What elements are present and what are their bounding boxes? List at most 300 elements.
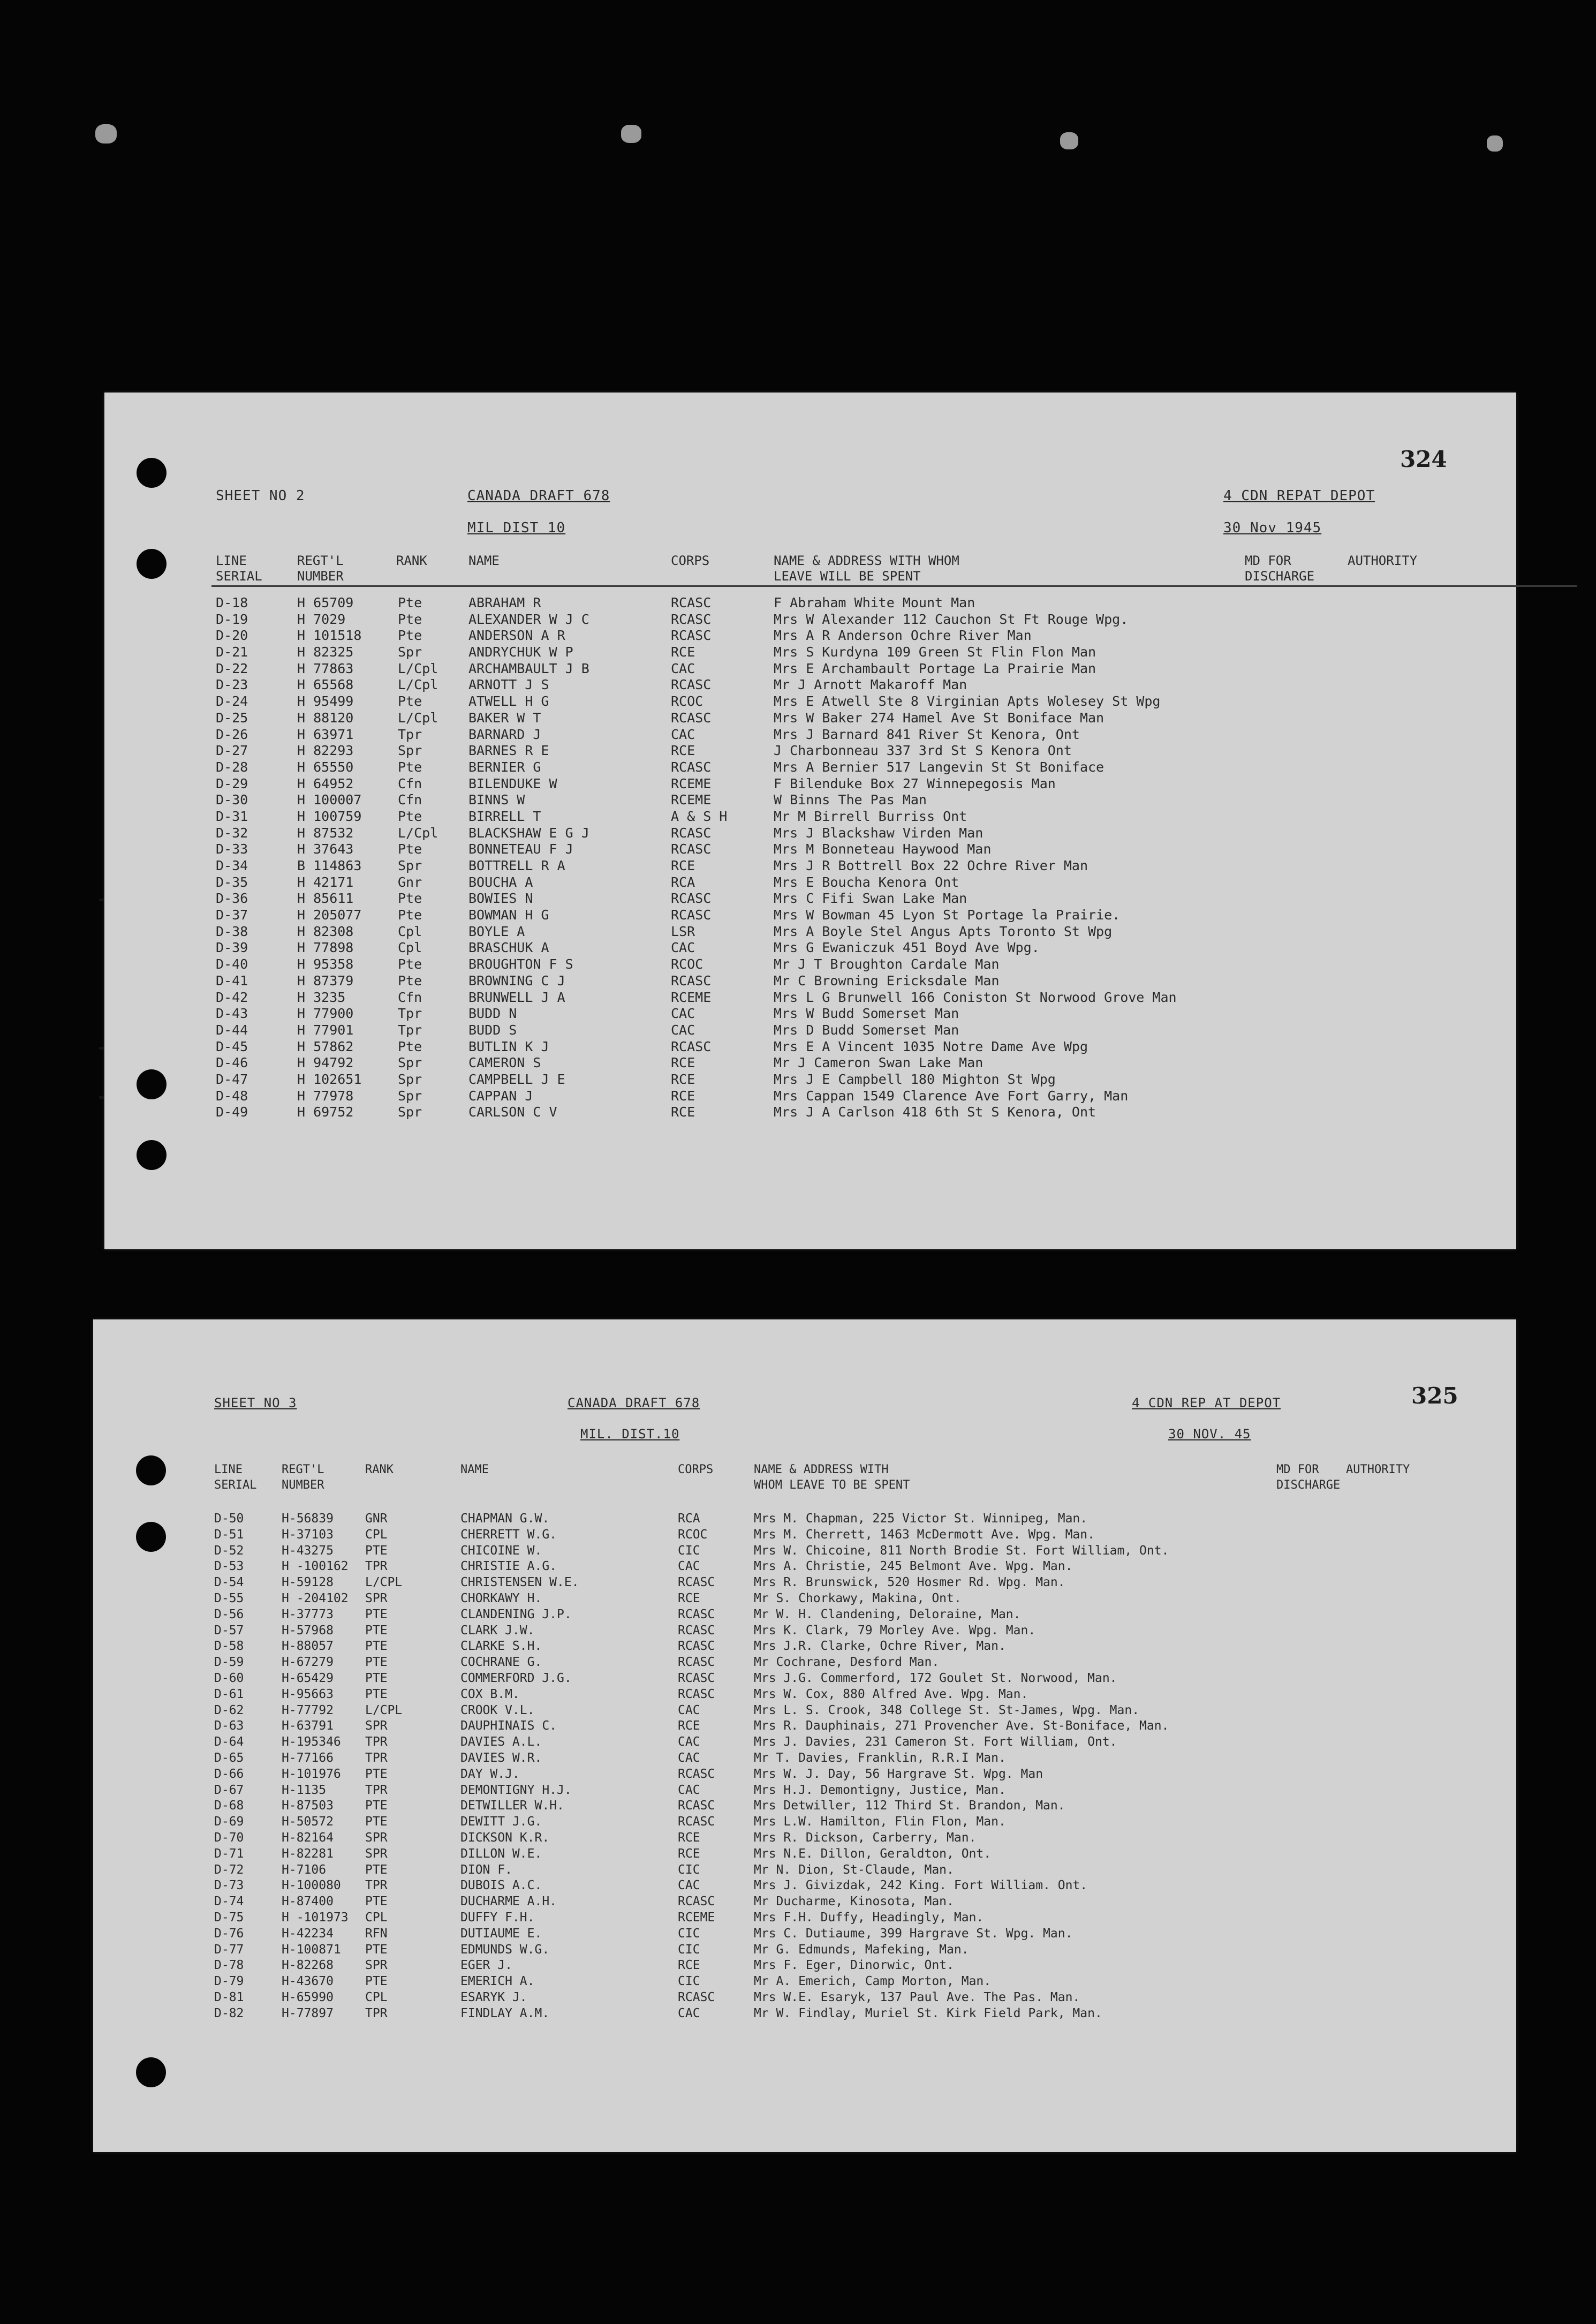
cell-rank: CPL (365, 1990, 388, 2004)
cell-name: DUFFY F.H. (460, 1910, 535, 1925)
cell-number: H-77792 (282, 1703, 334, 1717)
cell-number: H 77863 (297, 660, 354, 676)
cell-corps: RCOC (678, 1527, 708, 1542)
punch-hole (136, 1522, 166, 1552)
header-rule (211, 585, 1577, 587)
cell-number: H-100080 (282, 1878, 341, 1893)
col-address: NAME & ADDRESS WITH WHOM LEAVE WILL BE SPENT (774, 553, 959, 584)
cell-name: CHORKAWY H. (460, 1591, 542, 1605)
cell-number: H 87379 (297, 972, 354, 989)
cell-serial: D-41 (216, 972, 248, 989)
cell-serial: D-82 (214, 2006, 244, 2020)
cell-number: H 77898 (297, 940, 354, 956)
cell-serial: D-22 (216, 660, 248, 676)
cell-rank: Cfn (398, 792, 422, 808)
cell-number: H-82268 (282, 1958, 334, 1973)
cell-rank: L/Cpl (398, 677, 438, 693)
cell-serial: D-55 (214, 1591, 244, 1605)
cell-address: Mrs R. Dauphinais, 271 Provencher Ave. St-Boniface, Man. (754, 1719, 1169, 1733)
cell-name: DICKSON K.R. (460, 1830, 550, 1845)
cell-corps: CAC (671, 940, 695, 956)
cell-serial: D-20 (216, 628, 248, 644)
cell-number: H 65568 (297, 677, 354, 693)
cell-serial: D-40 (216, 956, 248, 972)
cell-rank: Pte (398, 595, 422, 610)
sheet-date: 30 NOV. 45 (1168, 1427, 1251, 1442)
cell-address: Mrs W. J. Day, 56 Hargrave St. Wpg. Man (754, 1767, 1043, 1781)
cell-serial: D-24 (216, 693, 248, 710)
page-number: 325 (1411, 1383, 1458, 1409)
cell-rank: Tpr (398, 1022, 422, 1038)
col-md-discharge: MD FOR DISCHARGE (1276, 1463, 1341, 1492)
cell-serial: D-59 (214, 1655, 244, 1670)
cell-corps: CIC (678, 1862, 700, 1877)
cell-name: ANDERSON A R (468, 628, 565, 644)
cell-serial: D-21 (216, 644, 248, 660)
cell-number: H -100162 (282, 1559, 349, 1574)
cell-corps: CAC (678, 2006, 700, 2020)
cell-name: CAMERON S (468, 1055, 541, 1071)
sheet-number: SHEET NO 2 (216, 488, 305, 504)
cell-rank: Pte (398, 808, 422, 824)
cell-rank: Pte (398, 611, 422, 627)
cell-name: BILENDUKE W (468, 775, 557, 791)
cell-rank: PTE (365, 1799, 388, 1813)
cell-address: F Abraham White Mount Man (774, 595, 975, 610)
cell-address: Mr J Arnott Makaroff Man (774, 677, 967, 693)
col-line-serial: LINE SERIAL (216, 553, 262, 584)
cell-corps: RCEME (671, 775, 712, 791)
cell-address: Mrs M. Cherrett, 1463 McDermott Ave. Wpg. Man. (754, 1527, 1095, 1542)
cell-rank: Spr (398, 644, 422, 660)
cell-rank: Spr (398, 858, 422, 873)
cell-corps: RCASC (671, 710, 712, 726)
cell-corps: RCA (678, 1512, 700, 1526)
cell-name: BAKER W T (468, 710, 541, 726)
cell-rank: Spr (398, 1071, 422, 1087)
cell-corps: RCA (671, 874, 695, 890)
cell-serial: D-31 (216, 808, 248, 824)
cell-name: ARCHAMBAULT J B (468, 660, 589, 676)
cell-number: H 69752 (297, 1104, 354, 1120)
cell-rank: L/CPL (365, 1703, 403, 1717)
cell-corps: LSR (671, 923, 695, 939)
cell-address: Mrs L.W. Hamilton, Flin Flon, Man. (754, 1815, 1006, 1829)
cell-address: Mrs A. Christie, 245 Belmont Ave. Wpg. Man. (754, 1559, 1073, 1574)
cell-rank: Cpl (398, 940, 422, 956)
cell-number: H 100007 (297, 792, 362, 808)
cell-corps: RCOC (671, 956, 704, 972)
cell-name: CHRISTIE A.G. (460, 1559, 557, 1574)
cell-address: Mrs C Fifi Swan Lake Man (774, 891, 967, 907)
col-corps: CORPS (678, 1463, 714, 1476)
cell-name: BOYLE A (468, 923, 525, 939)
col-address: NAME & ADDRESS WITH WHOM LEAVE TO BE SPENT (754, 1463, 910, 1492)
cell-serial: D-65 (214, 1750, 244, 1765)
cell-serial: D-37 (216, 907, 248, 923)
cell-rank: PTE (365, 1687, 388, 1701)
cell-number: H-67279 (282, 1655, 334, 1670)
cell-address: Mrs N.E. Dillon, Geraldton, Ont. (754, 1846, 992, 1861)
cell-corps: CAC (678, 1750, 700, 1765)
cell-rank: Tpr (398, 726, 422, 742)
cell-address: Mrs R. Brunswick, 520 Hosmer Rd. Wpg. Man. (754, 1575, 1065, 1590)
cell-serial: D-62 (214, 1703, 244, 1717)
cell-corps: A & S H (671, 808, 728, 824)
cell-corps: RCASC (678, 1671, 715, 1685)
cell-number: H -101973 (282, 1910, 349, 1925)
cell-serial: D-66 (214, 1767, 244, 1781)
cell-serial: D-75 (214, 1910, 244, 1925)
cell-number: H-37773 (282, 1607, 334, 1621)
cell-rank: Cfn (398, 775, 422, 791)
cell-rank: PTE (365, 1639, 388, 1654)
film-speck (1060, 132, 1078, 149)
punch-hole (137, 549, 167, 579)
cell-number: H 82308 (297, 923, 354, 939)
cell-name: EMERICH A. (460, 1974, 535, 1989)
cell-serial: D-78 (214, 1958, 244, 1973)
cell-rank: Tpr (398, 1006, 422, 1022)
cell-name: ESARYK J. (460, 1990, 527, 2004)
cell-name: EGER J. (460, 1958, 512, 1973)
cell-corps: RCASC (671, 759, 712, 775)
cell-name: COX B.M. (460, 1687, 520, 1701)
cell-number: H 102651 (297, 1071, 362, 1087)
cell-rank: PTE (365, 1942, 388, 1957)
cell-corps: RCASC (671, 891, 712, 907)
punch-hole (137, 1140, 167, 1170)
cell-corps: CAC (678, 1559, 700, 1574)
cell-number: H 65709 (297, 595, 354, 610)
depot-name: 4 CDN REP AT DEPOT (1132, 1395, 1281, 1410)
cell-address: Mr Cochrane, Desford Man. (754, 1655, 940, 1670)
cell-name: BOWIES N (468, 891, 533, 907)
cell-name: CHRISTENSEN W.E. (460, 1575, 579, 1590)
cell-serial: D-27 (216, 743, 248, 759)
cell-number: H-43670 (282, 1974, 334, 1989)
cell-number: H-65990 (282, 1990, 334, 2004)
cell-number: H 95358 (297, 956, 354, 972)
cell-number: H-56839 (282, 1512, 334, 1526)
cell-address: Mrs K. Clark, 79 Morley Ave. Wpg. Man. (754, 1623, 1036, 1638)
cell-rank: Pte (398, 841, 422, 857)
cell-name: BRUNWELL J A (468, 989, 565, 1005)
cell-number: H-82281 (282, 1846, 334, 1861)
cell-name: CROOK V.L. (460, 1703, 535, 1717)
cell-serial: D-69 (214, 1815, 244, 1829)
cell-address: Mrs A Boyle Stel Angus Apts Toronto St Wpg (774, 923, 1113, 939)
cell-name: CAMPBELL J E (468, 1071, 565, 1087)
cell-name: CHERRETT W.G. (460, 1527, 557, 1542)
cell-address: Mr A. Emerich, Camp Morton, Man. (754, 1974, 992, 1989)
cell-serial: D-48 (216, 1088, 248, 1104)
cell-address: Mrs W Budd Somerset Man (774, 1006, 959, 1022)
cell-address: Mrs F. Eger, Dinorwic, Ont. (754, 1958, 954, 1973)
col-line-serial: LINE SERIAL (214, 1463, 257, 1492)
cell-serial: D-45 (216, 1038, 248, 1054)
cell-rank: GNR (365, 1512, 388, 1526)
cell-rank: PTE (365, 1543, 388, 1558)
cell-serial: D-33 (216, 841, 248, 857)
cell-corps: RCASC (678, 1990, 715, 2004)
cell-name: DUBOIS A.C. (460, 1878, 542, 1893)
cell-corps: RCASC (671, 825, 712, 841)
cell-address: Mrs L G Brunwell 166 Coniston St Norwood Grove Man (774, 989, 1177, 1005)
draft-title: CANADA DRAFT 678 (467, 488, 610, 504)
cell-name: BLACKSHAW E G J (468, 825, 589, 841)
sheet-number: SHEET NO 3 (214, 1395, 297, 1410)
cell-name: DAVIES W.R. (460, 1750, 542, 1765)
cell-name: CHICOINE W. (460, 1543, 542, 1558)
cell-serial: D-30 (216, 792, 248, 808)
film-speck (95, 124, 117, 144)
cell-address: Mr W. Findlay, Muriel St. Kirk Field Park, Man. (754, 2006, 1102, 2020)
cell-number: H-7106 (282, 1862, 327, 1877)
cell-address: Mr W. H. Clandening, Deloraine, Man. (754, 1607, 1021, 1621)
cell-name: BROUGHTON F S (468, 956, 573, 972)
cell-name: BERNIER G (468, 759, 541, 775)
cell-name: DETWILLER W.H. (460, 1799, 564, 1813)
cell-address: Mrs J R Bottrell Box 22 Ochre River Man (774, 858, 1088, 873)
cell-serial: D-52 (214, 1543, 244, 1558)
cell-name: COCHRANE G. (460, 1655, 542, 1670)
col-name: NAME (468, 553, 500, 568)
cell-address: Mrs W Alexander 112 Cauchon St Ft Rouge Wpg. (774, 611, 1129, 627)
cell-corps: RCE (678, 1591, 700, 1605)
cell-corps: RCASC (678, 1607, 715, 1621)
cell-corps: CIC (678, 1942, 700, 1957)
cell-rank: SPR (365, 1958, 388, 1973)
cell-serial: D-39 (216, 940, 248, 956)
col-regtl-number: REGT'L NUMBER (297, 553, 344, 584)
cell-address: Mrs C. Dutiaume, 399 Hargrave St. Wpg. Man. (754, 1926, 1073, 1941)
cell-number: H-87503 (282, 1799, 334, 1813)
cell-rank: SPR (365, 1591, 388, 1605)
cell-number: H-50572 (282, 1815, 334, 1829)
cell-name: DAY W.J. (460, 1767, 520, 1781)
cell-serial: D-49 (216, 1104, 248, 1120)
cell-number: H-100871 (282, 1942, 341, 1957)
cell-corps: RCASC (671, 677, 712, 693)
cell-address: Mrs F.H. Duffy, Headingly, Man. (754, 1910, 984, 1925)
page-number: 324 (1400, 446, 1447, 472)
cell-serial: D-36 (216, 891, 248, 907)
cell-serial: D-56 (214, 1607, 244, 1621)
draft-title: CANADA DRAFT 678 (568, 1395, 700, 1410)
cell-rank: Pte (398, 693, 422, 710)
cell-address: Mr G. Edmunds, Mafeking, Man. (754, 1942, 969, 1957)
cell-rank: PTE (365, 1815, 388, 1829)
col-corps: CORPS (671, 553, 710, 568)
cell-name: BIRRELL T (468, 808, 541, 824)
cell-rank: SPR (365, 1719, 388, 1733)
cell-number: H 85611 (297, 891, 354, 907)
cell-address: Mrs R. Dickson, Carberry, Man. (754, 1830, 977, 1845)
cell-serial: D-44 (216, 1022, 248, 1038)
cell-corps: RCEME (671, 792, 712, 808)
cell-serial: D-23 (216, 677, 248, 693)
cell-address: Mr J Cameron Swan Lake Man (774, 1055, 984, 1071)
cell-name: DAUPHINAIS C. (460, 1719, 557, 1733)
cell-name: DUTIAUME E. (460, 1926, 542, 1941)
cell-name: DUCHARME A.H. (460, 1895, 557, 1909)
cell-serial: D-76 (214, 1926, 244, 1941)
cell-number: H 57862 (297, 1038, 354, 1054)
cell-corps: CAC (678, 1735, 700, 1749)
punch-hole (137, 458, 167, 488)
cell-corps: RCE (678, 1719, 700, 1733)
cell-corps: CAC (678, 1703, 700, 1717)
cell-rank: TPR (365, 1878, 388, 1893)
cell-address: Mrs Detwiller, 112 Third St. Brandon, Man. (754, 1799, 1065, 1813)
cell-name: CLANDENING J.P. (460, 1607, 572, 1621)
cell-rank: PTE (365, 1655, 388, 1670)
cell-serial: D-35 (216, 874, 248, 890)
cell-rank: L/Cpl (398, 660, 438, 676)
cell-serial: D-61 (214, 1687, 244, 1701)
cell-name: BUDD N (468, 1006, 517, 1022)
sheet-page-325 (93, 1319, 1516, 2152)
cell-number: H-195346 (282, 1735, 341, 1749)
cell-corps: RCASC (678, 1623, 715, 1638)
cell-serial: D-46 (216, 1055, 248, 1071)
cell-rank: Pte (398, 1038, 422, 1054)
cell-address: Mrs G Ewaniczuk 451 Boyd Ave Wpg. (774, 940, 1040, 956)
cell-number: H-63791 (282, 1719, 334, 1733)
cell-rank: TPR (365, 1783, 388, 1797)
cell-name: EDMUNDS W.G. (460, 1942, 550, 1957)
sheet-page-324 (104, 393, 1516, 1249)
cell-rank: TPR (365, 2006, 388, 2020)
cell-rank: TPR (365, 1750, 388, 1765)
cell-corps: RCE (671, 1088, 695, 1104)
cell-corps: RCASC (678, 1639, 715, 1654)
cell-address: Mrs E Archambault Portage La Prairie Man (774, 660, 1096, 676)
cell-corps: CIC (678, 1974, 700, 1989)
cell-corps: RCE (671, 1104, 695, 1120)
cell-serial: D-28 (216, 759, 248, 775)
cell-address: F Bilenduke Box 27 Winnepegosis Man (774, 775, 1056, 791)
cell-corps: RCASC (678, 1687, 715, 1701)
cell-name: ANDRYCHUK W P (468, 644, 573, 660)
cell-address: Mrs W. Chicoine, 811 North Brodie St. Fort William, Ont. (754, 1543, 1169, 1558)
cell-number: H-88057 (282, 1639, 334, 1654)
cell-name: DION F. (460, 1862, 512, 1877)
cell-address: Mrs J A Carlson 418 6th St S Kenora, Ont (774, 1104, 1096, 1120)
cell-address: Mrs E A Vincent 1035 Notre Dame Ave Wpg (774, 1038, 1088, 1054)
cell-number: H 88120 (297, 710, 354, 726)
cell-corps: RCASC (678, 1767, 715, 1781)
cell-number: H 205077 (297, 907, 362, 923)
cell-rank: L/Cpl (398, 825, 438, 841)
cell-address: Mrs A R Anderson Ochre River Man (774, 628, 1032, 644)
col-rank: RANK (365, 1463, 394, 1476)
cell-address: Mr C Browning Ericksdale Man (774, 972, 1000, 989)
cell-serial: D-67 (214, 1783, 244, 1797)
cell-serial: D-57 (214, 1623, 244, 1638)
sheet-date: 30 Nov 1945 (1223, 520, 1322, 536)
cell-corps: RCASC (671, 907, 712, 923)
punch-hole (136, 2057, 166, 2087)
cell-number: H 82293 (297, 743, 354, 759)
cell-number: H 82325 (297, 644, 354, 660)
cell-number: H-37103 (282, 1527, 334, 1542)
cell-rank: Cpl (398, 923, 422, 939)
cell-address: Mrs Cappan 1549 Clarence Ave Fort Garry, Man (774, 1088, 1129, 1104)
cell-serial: D-25 (216, 710, 248, 726)
cell-number: H 65550 (297, 759, 354, 775)
cell-name: BINNS W (468, 792, 525, 808)
cell-serial: D-79 (214, 1974, 244, 1989)
cell-address: Mr Ducharme, Kinosota, Man. (754, 1895, 954, 1909)
cell-rank: Spr (398, 1088, 422, 1104)
cell-serial: D-34 (216, 858, 248, 873)
cell-number: H-77166 (282, 1750, 334, 1765)
cell-serial: D-51 (214, 1527, 244, 1542)
cell-address: Mrs A Bernier 517 Langevin St St Boniface (774, 759, 1105, 775)
cell-number: H 94792 (297, 1055, 354, 1071)
cell-name: BARNARD J (468, 726, 541, 742)
cell-number: H-42234 (282, 1926, 334, 1941)
cell-serial: D-70 (214, 1830, 244, 1845)
col-name: NAME (460, 1463, 489, 1476)
cell-corps: RCASC (671, 1038, 712, 1054)
cell-rank: TPR (365, 1735, 388, 1749)
cell-address: J Charbonneau 337 3rd St S Kenora Ont (774, 743, 1072, 759)
cell-rank: PTE (365, 1895, 388, 1909)
cell-number: H-57968 (282, 1623, 334, 1638)
cell-serial: D-54 (214, 1575, 244, 1590)
cell-address: Mrs J. Davies, 231 Cameron St. Fort William, Ont. (754, 1735, 1117, 1749)
col-rank: RANK (396, 553, 427, 568)
cell-name: CLARKE S.H. (460, 1639, 542, 1654)
cell-address: Mrs J.R. Clarke, Ochre River, Man. (754, 1639, 1006, 1654)
cell-rank: Pte (398, 907, 422, 923)
cell-rank: PTE (365, 1974, 388, 1989)
cell-corps: RCE (671, 644, 695, 660)
cell-rank: Pte (398, 628, 422, 644)
cell-corps: RCE (671, 1071, 695, 1087)
cell-corps: CAC (671, 726, 695, 742)
cell-corps: CAC (678, 1783, 700, 1797)
cell-corps: RCOC (671, 693, 704, 710)
cell-corps: RCE (678, 1958, 700, 1973)
cell-serial: D-18 (216, 595, 248, 610)
cell-serial: D-72 (214, 1862, 244, 1877)
cell-name: BOTTRELL R A (468, 858, 565, 873)
cell-number: H-59128 (282, 1575, 334, 1590)
cell-corps: RCE (678, 1830, 700, 1845)
cell-rank: PTE (365, 1671, 388, 1685)
punch-hole (136, 1455, 166, 1485)
cell-number: H 3235 (297, 989, 346, 1005)
cell-number: H-82164 (282, 1830, 334, 1845)
cell-address: Mrs J.G. Commerford, 172 Goulet St. Norwood, Man. (754, 1671, 1117, 1685)
cell-name: BOWMAN H G (468, 907, 549, 923)
cell-rank: SPR (365, 1846, 388, 1861)
cell-corps: RCASC (678, 1815, 715, 1829)
col-md-discharge: MD FOR DISCHARGE (1245, 553, 1315, 584)
cell-address: Mrs J E Campbell 180 Mighton St Wpg (774, 1071, 1056, 1087)
cell-address: Mrs M Bonneteau Haywood Man (774, 841, 992, 857)
cell-rank: Pte (398, 759, 422, 775)
cell-name: BRASCHUK A (468, 940, 549, 956)
cell-serial: D-29 (216, 775, 248, 791)
cell-name: ARNOTT J S (468, 677, 549, 693)
cell-serial: D-64 (214, 1735, 244, 1749)
cell-corps: RCEME (671, 989, 712, 1005)
